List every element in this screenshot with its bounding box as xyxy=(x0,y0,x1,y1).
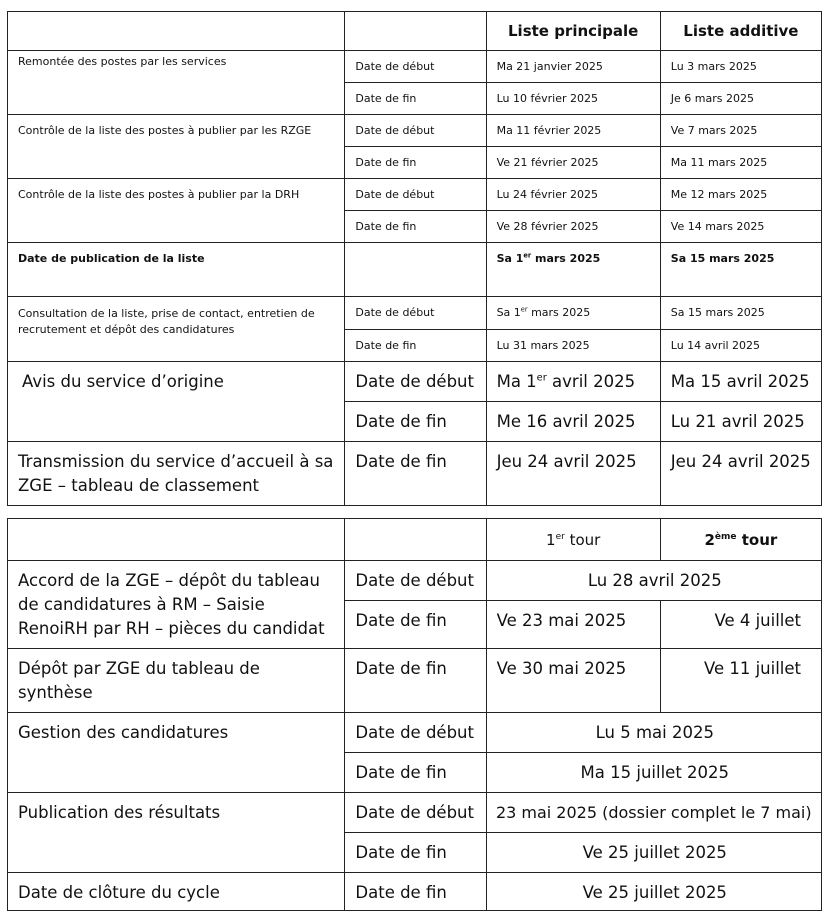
header-empty-1 xyxy=(8,519,345,561)
additive-list-date: Lu 14 avril 2025 xyxy=(660,330,821,362)
additive-list-date: Lu 21 avril 2025 xyxy=(660,402,821,442)
date-type-label: Date de début xyxy=(345,561,486,601)
header-tour-2 xyxy=(660,519,821,561)
date-text: mars 2025 xyxy=(531,252,601,265)
step-label-gestion: Gestion des candidatures xyxy=(8,713,345,793)
main-list-date: Lu 31 mars 2025 xyxy=(486,330,660,362)
additive-list-date: Jeu 24 avril 2025 xyxy=(660,442,821,506)
additive-list-date: Je 6 mars 2025 xyxy=(660,83,821,115)
date-type-label: Date de fin xyxy=(345,147,486,179)
additive-list-date: Ve 14 mars 2025 xyxy=(660,211,821,243)
date-type-label: Date de fin xyxy=(345,873,486,911)
date-value: Ma 15 juillet 2025 xyxy=(486,753,821,793)
ordinal-suffix: er xyxy=(523,251,532,260)
step-label-controle-drh: Contrôle de la liste des postes à publier par la DRH xyxy=(8,179,345,243)
date-type-label: Date de fin xyxy=(345,211,486,243)
date-type-label: Date de début xyxy=(345,362,486,402)
main-list-date: Lu 24 février 2025 xyxy=(486,179,660,211)
step-label-publication: Date de publication de la liste xyxy=(8,243,345,297)
step-label-depot-synthese: Dépôt par ZGE du tableau de synthèse xyxy=(8,649,345,713)
header-text: tour xyxy=(564,530,601,549)
date-type-label: Date de début xyxy=(345,713,486,753)
date-value: Lu 5 mai 2025 xyxy=(486,713,821,753)
date-value: Ve 25 juillet 2025 xyxy=(486,873,821,911)
schedule-table-lists xyxy=(7,11,822,506)
tour-2-date: Ve 11 juillet xyxy=(660,649,821,713)
date-type-label: Date de fin xyxy=(345,753,486,793)
date-type-label: Date de fin xyxy=(345,442,486,506)
step-label-transmission: Transmission du service d’accueil à sa ZGE – tableau de classement xyxy=(8,442,345,506)
additive-list-date: Sa 15 mars 2025 xyxy=(660,243,821,297)
main-list-date: Ma 21 janvier 2025 xyxy=(486,51,660,83)
tour-1-date: Ve 30 mai 2025 xyxy=(486,649,660,713)
date-value: Lu 28 avril 2025 xyxy=(486,561,821,601)
header-text: tour xyxy=(736,530,778,549)
header-empty-2 xyxy=(345,519,486,561)
main-list-date: Jeu 24 avril 2025 xyxy=(486,442,660,506)
step-label-accord-zge: Accord de la ZGE – dépôt du tableau de candidatures à RM – Saisie RenoiRH par RH – pièces du candidat xyxy=(8,561,345,649)
date-value: Ve 25 juillet 2025 xyxy=(486,833,821,873)
ordinal-suffix: er xyxy=(520,305,528,314)
ordinal-suffix: er xyxy=(536,372,547,384)
date-text: avril 2025 xyxy=(546,372,636,391)
date-type-label: Date de début xyxy=(345,115,486,147)
date-type-label: Date de fin xyxy=(345,330,486,362)
date-type-label: Date de fin xyxy=(345,833,486,873)
main-list-date: Ve 28 février 2025 xyxy=(486,211,660,243)
step-label-avis: Avis du service d’origine xyxy=(8,362,345,442)
step-label-publication-resultats: Publication des résultats xyxy=(8,793,345,873)
empty-cell xyxy=(345,243,486,297)
additive-list-date: Me 12 mars 2025 xyxy=(660,179,821,211)
header-liste-principale: Liste principale xyxy=(486,12,660,51)
header-tour-1 xyxy=(486,519,660,561)
main-list-date: Ma 11 février 2025 xyxy=(486,115,660,147)
header-liste-additive: Liste additive xyxy=(660,12,821,51)
date-type-label: Date de début xyxy=(345,51,486,83)
date-type-label: Date de fin xyxy=(345,402,486,442)
step-label-remontee: Remontée des postes par les services xyxy=(8,51,345,115)
header-empty-1 xyxy=(8,12,345,51)
date-text: mars 2025 xyxy=(527,306,591,319)
header-text: 1 xyxy=(546,530,556,549)
main-list-date xyxy=(486,362,660,402)
date-value: 23 mai 2025 (dossier complet le 7 mai) xyxy=(486,793,821,833)
additive-list-date: Ma 11 mars 2025 xyxy=(660,147,821,179)
main-list-date: Me 16 avril 2025 xyxy=(486,402,660,442)
date-type-label: Date de début xyxy=(345,793,486,833)
date-text: Ma 1 xyxy=(496,372,537,391)
ordinal-suffix: er xyxy=(555,531,565,542)
main-list-date: Ve 21 février 2025 xyxy=(486,147,660,179)
date-type-label: Date de début xyxy=(345,179,486,211)
date-type-label: Date de début xyxy=(345,297,486,330)
header-empty-2 xyxy=(345,12,486,51)
schedule-table-tours xyxy=(7,518,822,911)
step-label-cloture: Date de clôture du cycle xyxy=(8,873,345,911)
ordinal-suffix: ème xyxy=(714,531,737,542)
header-text: 2 xyxy=(704,530,715,549)
main-list-date xyxy=(486,243,660,297)
date-text: Sa 1 xyxy=(496,306,521,319)
additive-list-date: Ve 7 mars 2025 xyxy=(660,115,821,147)
main-list-date: Lu 10 février 2025 xyxy=(486,83,660,115)
date-type-label: Date de fin xyxy=(345,83,486,115)
additive-list-date: Lu 3 mars 2025 xyxy=(660,51,821,83)
step-label-controle-rzge: Contrôle de la liste des postes à publier par les RZGE xyxy=(8,115,345,179)
date-text: Sa 1 xyxy=(496,252,524,265)
date-type-label: Date de fin xyxy=(345,649,486,713)
tour-2-date: Ve 4 juillet xyxy=(660,601,821,649)
main-list-date xyxy=(486,297,660,330)
tour-1-date: Ve 23 mai 2025 xyxy=(486,601,660,649)
additive-list-date: Ma 15 avril 2025 xyxy=(660,362,821,402)
additive-list-date: Sa 15 mars 2025 xyxy=(660,297,821,330)
step-label-consultation: Consultation de la liste, prise de contact, entretien de recrutement et dépôt des candidatures xyxy=(8,297,345,362)
date-type-label: Date de fin xyxy=(345,601,486,649)
